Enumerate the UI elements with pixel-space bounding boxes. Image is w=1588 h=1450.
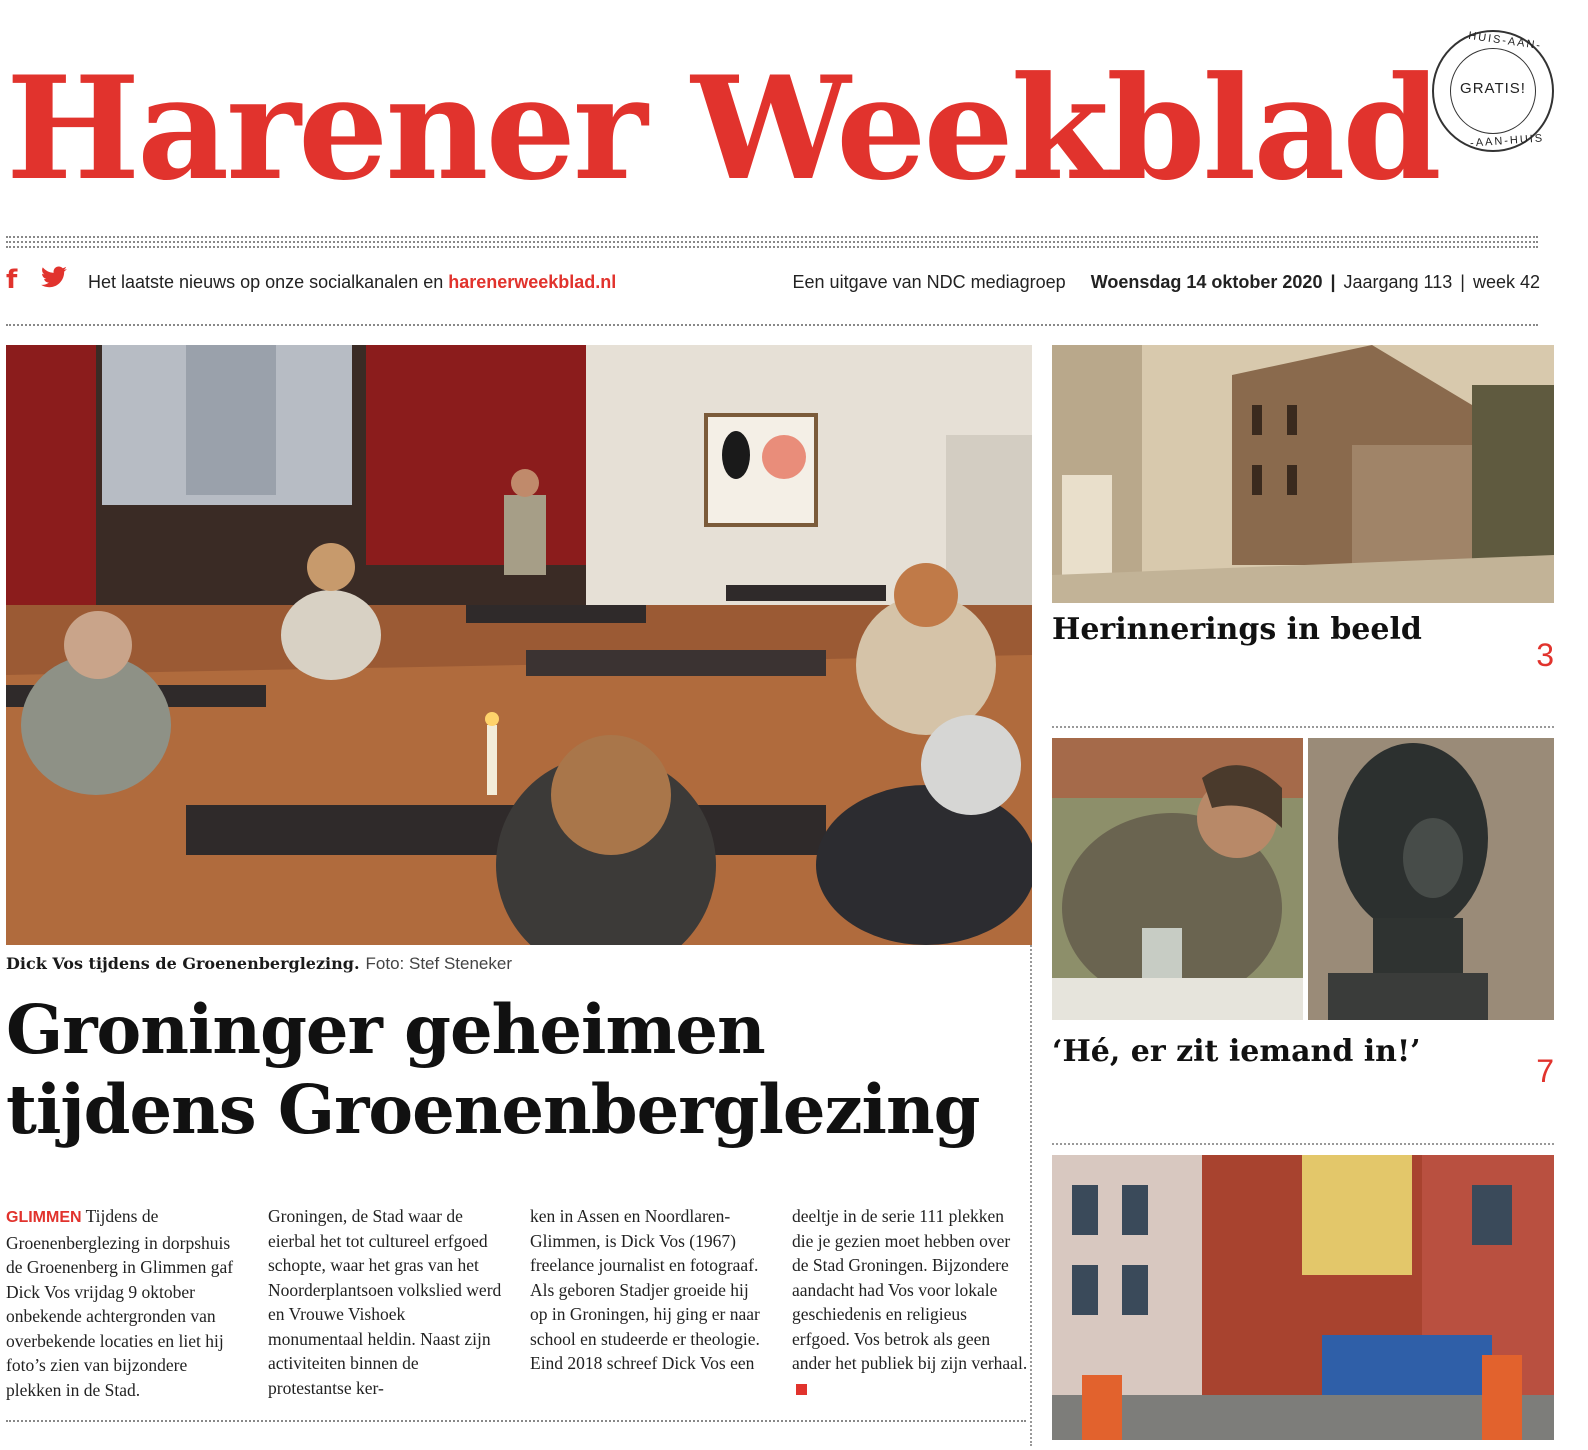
divider bbox=[6, 236, 1538, 238]
tagline bbox=[88, 272, 616, 293]
masthead-title: Harener Weekblad bbox=[6, 46, 1439, 212]
divider bbox=[1052, 726, 1554, 728]
issue-meta: Een uitgave van NDC mediagroep Woensdag 14 oktober 2020 | Jaargang 113 | week 42 bbox=[792, 272, 1540, 292]
issue-week: week 42 bbox=[1472, 272, 1540, 292]
article-column bbox=[268, 1204, 504, 1400]
publisher: Een uitgave van NDC mediagroep bbox=[792, 272, 1066, 292]
article-column bbox=[530, 1204, 766, 1376]
divider bbox=[6, 1420, 1026, 1422]
divider bbox=[6, 241, 1538, 243]
issue-volume: Jaargang 113 bbox=[1343, 272, 1453, 292]
divider bbox=[1052, 1143, 1554, 1145]
sidebar-photo-sculptor bbox=[1052, 738, 1303, 1020]
photo-caption bbox=[6, 954, 512, 974]
sidebar-title-1[interactable]: Herinnerings in beeld bbox=[1052, 612, 1422, 647]
column-text: Tijdens de Groenenberglezing in dorpshuis de Groenenberg in Glimmen gaf Dick Vos vrijdag 9 oktober onbekende achtergronden van overbekende locaties en liet hij foto’s zien van bijzondere plekken in de Stad. bbox=[6, 1206, 234, 1400]
sidebar-photo-building-works bbox=[1052, 1155, 1554, 1440]
page-number: 3 bbox=[1536, 637, 1554, 673]
divider bbox=[6, 246, 1538, 248]
twitter-icon[interactable] bbox=[40, 266, 70, 294]
stamp-label: GRATIS! bbox=[1460, 80, 1526, 97]
stamp-ring-top: HUIS-AAN- bbox=[1467, 29, 1543, 53]
column-text: deeltje in de serie 111 plekken die je gezien moet hebben over de Stad Groningen. Bijzondere aandacht had Vos voor lokale geschiedenis en religieus erfgoed. Vos betrok als geen ander het publiek bij zijn verhaal. bbox=[792, 1206, 1028, 1373]
sidebar-title-2[interactable]: ‘Hé, er zit iemand in!’ bbox=[1052, 1034, 1421, 1069]
article-column bbox=[6, 1204, 242, 1402]
dateline: GLIMMEN bbox=[6, 1209, 82, 1226]
facebook-icon[interactable]: f bbox=[6, 265, 18, 295]
stamp-ring-bottom: -AAN-HUIS bbox=[1469, 132, 1545, 150]
headline-line-1: Groninger geheimen bbox=[6, 990, 765, 1069]
tagline-text: Het laatste nieuws op onze socialkanalen en bbox=[88, 272, 449, 292]
headline-line-2: tijdens Groenenberglezing bbox=[6, 1070, 980, 1149]
gratis-stamp bbox=[1432, 30, 1554, 152]
page-number: 7 bbox=[1536, 1053, 1554, 1089]
main-story-photo bbox=[6, 345, 1032, 945]
column-text: ken in Assen en Noordlaren-Glimmen, is Dick Vos (1967) freelance journalist en fotograaf. Als geboren Stadjer groeide hij op in Groningen, hij ging er naar school en studeerde er theologie. Eind 2018 schreef Dick Vos een bbox=[530, 1206, 760, 1373]
column-text: Groningen, de Stad waar de eierbal het tot cultureel erfgoed schopte, waar het gras van het Noorderplantsoen volkslied werd en Vrouwe Vishoek monumentaal heldin. Naast zijn activiteiten binnen de protestantse ker- bbox=[268, 1206, 502, 1398]
website-link[interactable]: harenerweekblad.nl bbox=[448, 272, 617, 292]
article-column bbox=[792, 1204, 1028, 1400]
photo-credit: Foto: Stef Steneker bbox=[365, 954, 512, 973]
caption-text: Dick Vos tijdens de Groenenberglezing. bbox=[6, 954, 360, 973]
issue-date: Woensdag 14 oktober 2020 bbox=[1090, 272, 1323, 292]
divider bbox=[6, 324, 1538, 326]
main-headline[interactable] bbox=[6, 990, 1036, 1150]
sidebar-photo-bust bbox=[1308, 738, 1554, 1020]
end-mark bbox=[796, 1384, 807, 1395]
sidebar-photo-historic-street bbox=[1052, 345, 1554, 603]
